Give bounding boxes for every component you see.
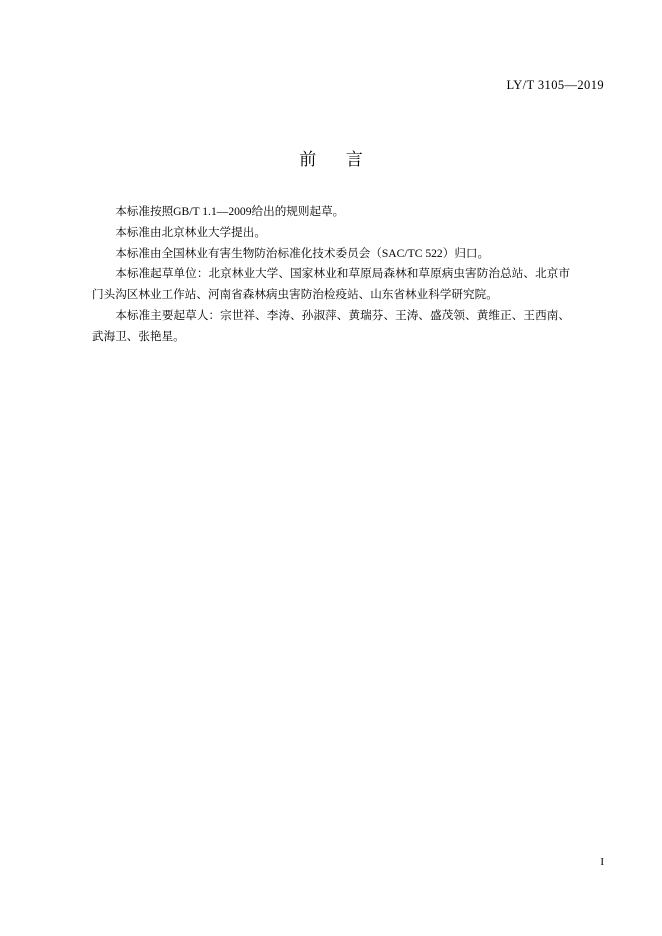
- paragraph: 本标准由北京林业大学提出。: [115, 225, 266, 239]
- paragraph: 本标准由全国林业有害生物防治标准化技术委员会（SAC/TC 522）归口。: [115, 246, 490, 260]
- paragraph: 本标准按照GB/T 1.1—2009给出的规则起草。: [115, 205, 345, 218]
- page-number: I: [600, 856, 604, 868]
- foreword-body: [92, 202, 570, 348]
- paragraph: 本标准起草单位：北京林业大学、国家林业和草原局森林和草原病虫害防治总站、北京市门头沟区林业工作站、河南省森林病虫害防治检疫站、山东省林业科学研究院。: [92, 267, 570, 302]
- standard-code-header: LY/T 3105—2019: [506, 78, 604, 92]
- page-title: 前 言: [299, 150, 375, 170]
- paragraph: 本标准主要起草人：宗世祥、李涛、孙淑萍、黄瑞芬、王涛、盛茂领、黄维正、王西南、武海卫、张艳星。: [92, 308, 570, 343]
